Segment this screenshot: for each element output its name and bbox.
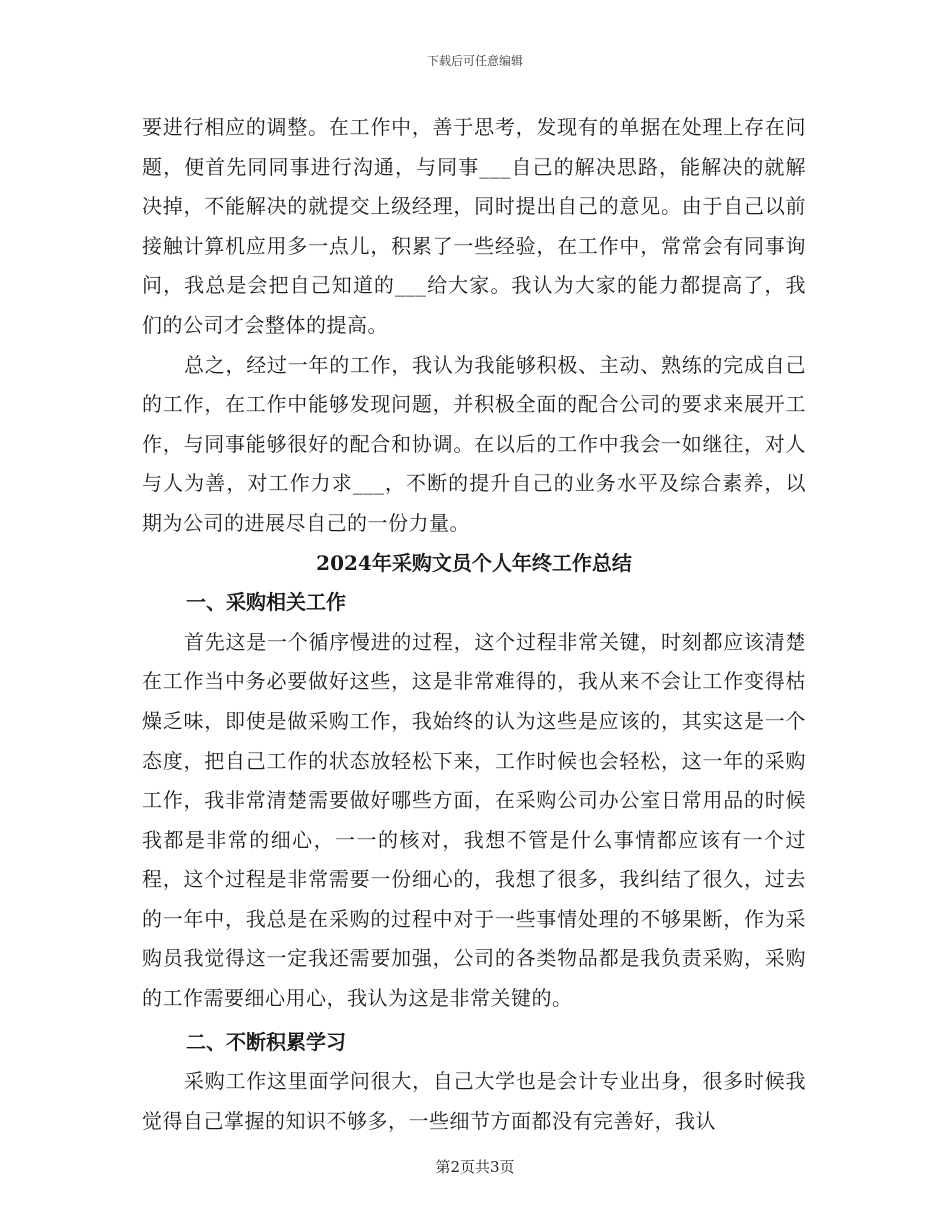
document-title: 2024年采购文员个人年终工作总结 (316, 550, 632, 575)
paragraph-continued: 要进行相应的调整。在工作中，善于思考，发现有的单据在处理上存在问题，便首先同同事进行沟通，与同事___自己的解决思路，能解决的就解决掉，不能解决的就提交上级经理，同时提出自己的意见。由于自己以前接触计算机应用多一点儿，积累了一些经验，在工作中，常常会有同事询问，我总是会把自己知道的___给大家。我认为大家的能力都提高了，我们的公司才会整体的提高。 (142, 115, 806, 337)
page-number-footer: 第2页共3页 (435, 1158, 515, 1176)
header-note: 下载后可任意编辑 (426, 54, 523, 68)
section-1-paragraph: 首先这是一个循序慢进的过程，这个过程非常关键，时刻都应该清楚在工作当中务必要做好这些，这是非常难得的，我从来不会让工作变得枯燥乏味，即使是做采购工作，我始终的认为这些是应该的，其实这是一个态度，把自己工作的状态放轻松下来，工作时候也会轻松，这一年的采购工作，我非常清楚需要做好哪些方面，在采购公司办公室日常用品的时候我都是非常的细心，一一的核对，我想不管是什么事情都应该有一个过程，这个过程是非常需要一份细心的，我想了很多，我纠结了很久，过去的一年中，我总是在采购的过程中对于一些事情处理的不够果断，作为采购员我觉得这一定我还需要加强，公司的各类物品都是我负责采购，采购的工作需要细心用心，我认为这是非常关键的。 (142, 629, 806, 1011)
section-2-paragraph: 采购工作这里面学问很大，自己大学也是会计专业出身，很多时候我觉得自己掌握的知识不够多，一些细节方面都没有完善好，我认 (142, 1069, 806, 1133)
document-body (142, 108, 806, 1141)
paragraph-conclusion: 总之，经过一年的工作，我认为我能够积极、主动、熟练的完成自己的工作，在工作中能够发现问题，并积极全面的配合公司的要求来展开工作，与同事能够很好的配合和协调。在以后的工作中我会一如继往，对人与人为善，对工作力求___，不断的提升自己的业务水平及综合素养，以期为公司的进展尽自己的一份力量。 (142, 352, 806, 535)
section-heading-1: 一、采购相关工作 (186, 590, 346, 615)
section-heading-2: 二、不断积累学习 (186, 1029, 346, 1054)
